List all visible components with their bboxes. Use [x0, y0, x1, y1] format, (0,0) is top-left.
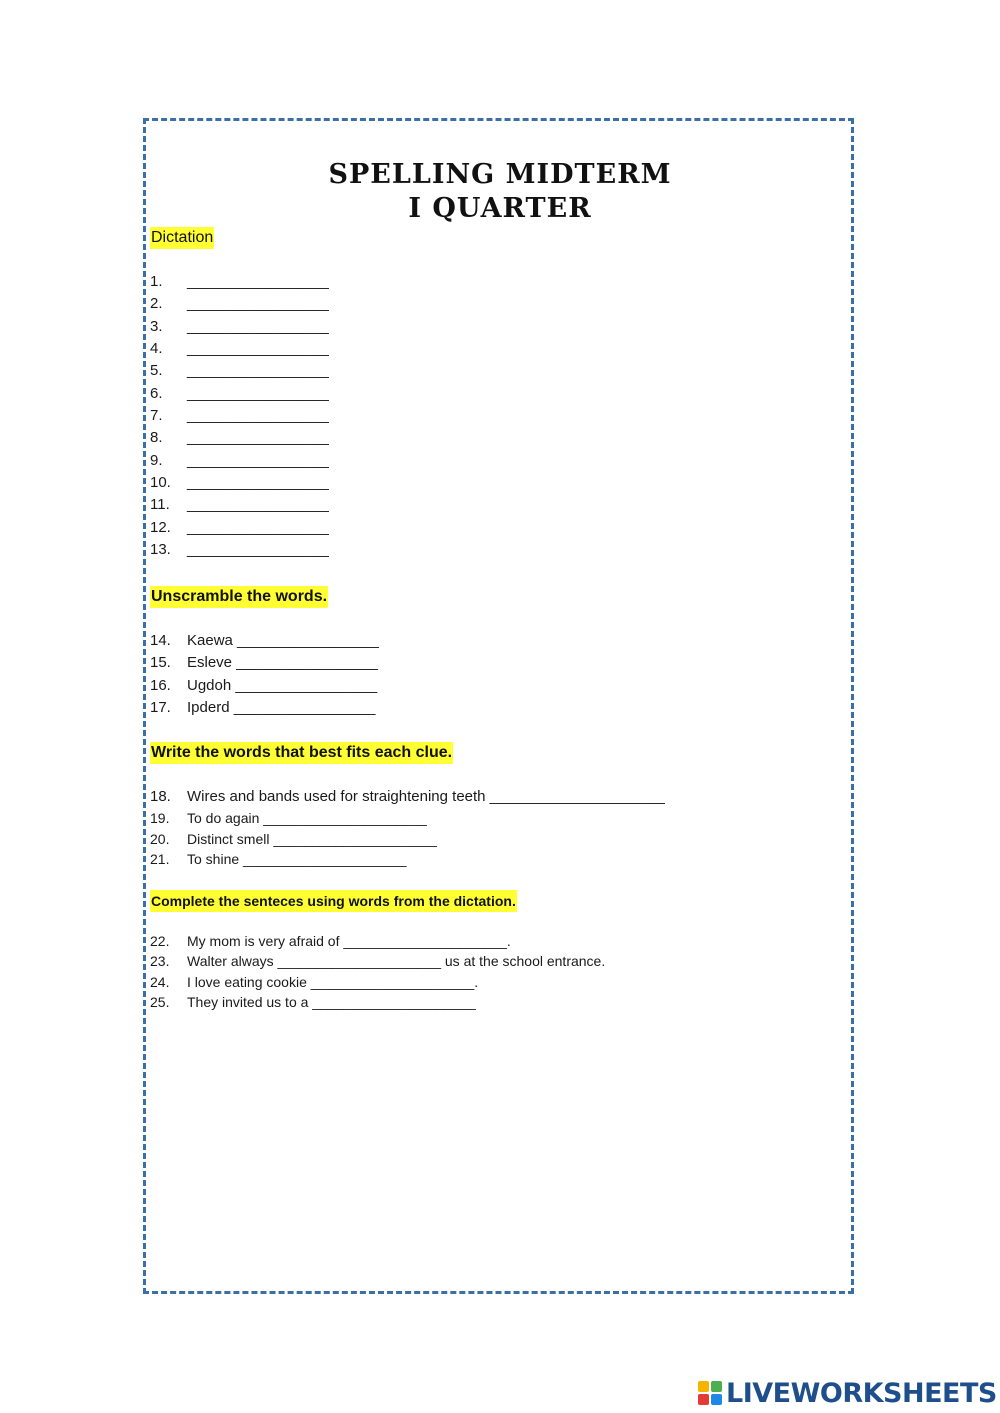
item-number: 23.	[150, 953, 170, 969]
question-text[interactable]: Distinct smell _____________________	[187, 831, 437, 847]
answer-blank[interactable]: _________________	[187, 541, 329, 558]
item-number: 18.	[150, 788, 171, 805]
answer-blank[interactable]: _________________	[187, 519, 329, 536]
item-number: 5.	[150, 362, 163, 379]
item-number: 6.	[150, 385, 163, 402]
answer-blank[interactable]: _________________	[187, 452, 329, 469]
answer-blank[interactable]: _________________	[187, 496, 329, 513]
item-number: 12.	[150, 519, 171, 536]
answer-blank[interactable]: _________________	[187, 340, 329, 357]
question-text[interactable]: Wires and bands used for straightening teeth _____________________	[187, 788, 665, 805]
item-number: 10.	[150, 474, 171, 491]
item-number: 20.	[150, 831, 170, 847]
answer-blank[interactable]: _________________	[187, 385, 329, 402]
question-text[interactable]: To do again _____________________	[187, 810, 427, 826]
question-text[interactable]: They invited us to a _____________________	[187, 994, 476, 1010]
item-number: 15.	[150, 654, 171, 671]
item-number: 22.	[150, 933, 170, 949]
answer-blank[interactable]: _________________	[187, 429, 329, 446]
question-text[interactable]: My mom is very afraid of _____________________.	[187, 933, 511, 949]
answer-blank[interactable]: _________________	[187, 273, 329, 290]
item-number: 19.	[150, 810, 170, 826]
answer-blank[interactable]: _________________	[187, 362, 329, 379]
question-text[interactable]: I love eating cookie _____________________.	[187, 974, 479, 990]
item-number: 4.	[150, 340, 163, 357]
question-text[interactable]: Walter always _____________________ us at the school entrance.	[187, 953, 606, 969]
question-text[interactable]: Ugdoh _________________	[187, 677, 378, 694]
answer-blank[interactable]: _________________	[187, 295, 329, 312]
logo-blocks-icon	[698, 1381, 722, 1405]
worksheet-subtitle: I QUARTER	[408, 193, 592, 224]
section-heading-clues: Write the words that best fits each clue.	[150, 742, 453, 764]
question-text[interactable]: Kaewa _________________	[187, 632, 379, 649]
item-number: 2.	[150, 295, 163, 312]
section-heading-complete: Complete the senteces using words from the dictation.	[150, 890, 517, 912]
section-heading-unscramble: Unscramble the words.	[150, 586, 328, 608]
answer-blank[interactable]: _________________	[187, 474, 329, 491]
question-text[interactable]: Ipderd _________________	[187, 699, 376, 716]
item-number: 16.	[150, 677, 171, 694]
section-heading-dictation: Dictation	[150, 227, 214, 249]
item-number: 13.	[150, 541, 171, 558]
item-number: 1.	[150, 273, 163, 290]
question-text[interactable]: To shine _____________________	[187, 851, 407, 867]
item-number: 21.	[150, 851, 170, 867]
item-number: 3.	[150, 318, 163, 335]
item-number: 11.	[150, 496, 170, 513]
answer-blank[interactable]: _________________	[187, 318, 329, 335]
worksheet-title: SPELLING MIDTERM	[328, 159, 672, 190]
question-text[interactable]: Esleve _________________	[187, 654, 379, 671]
item-number: 25.	[150, 994, 170, 1010]
answer-blank[interactable]: _________________	[187, 407, 329, 424]
item-number: 24.	[150, 974, 170, 990]
item-number: 14.	[150, 632, 171, 649]
liveworksheets-logo[interactable]	[698, 1378, 997, 1408]
item-number: 7.	[150, 407, 163, 424]
item-number: 9.	[150, 452, 163, 469]
item-number: 8.	[150, 429, 163, 446]
logo-text: LIVEWORKSHEETS	[726, 1377, 997, 1409]
item-number: 17.	[150, 699, 171, 716]
